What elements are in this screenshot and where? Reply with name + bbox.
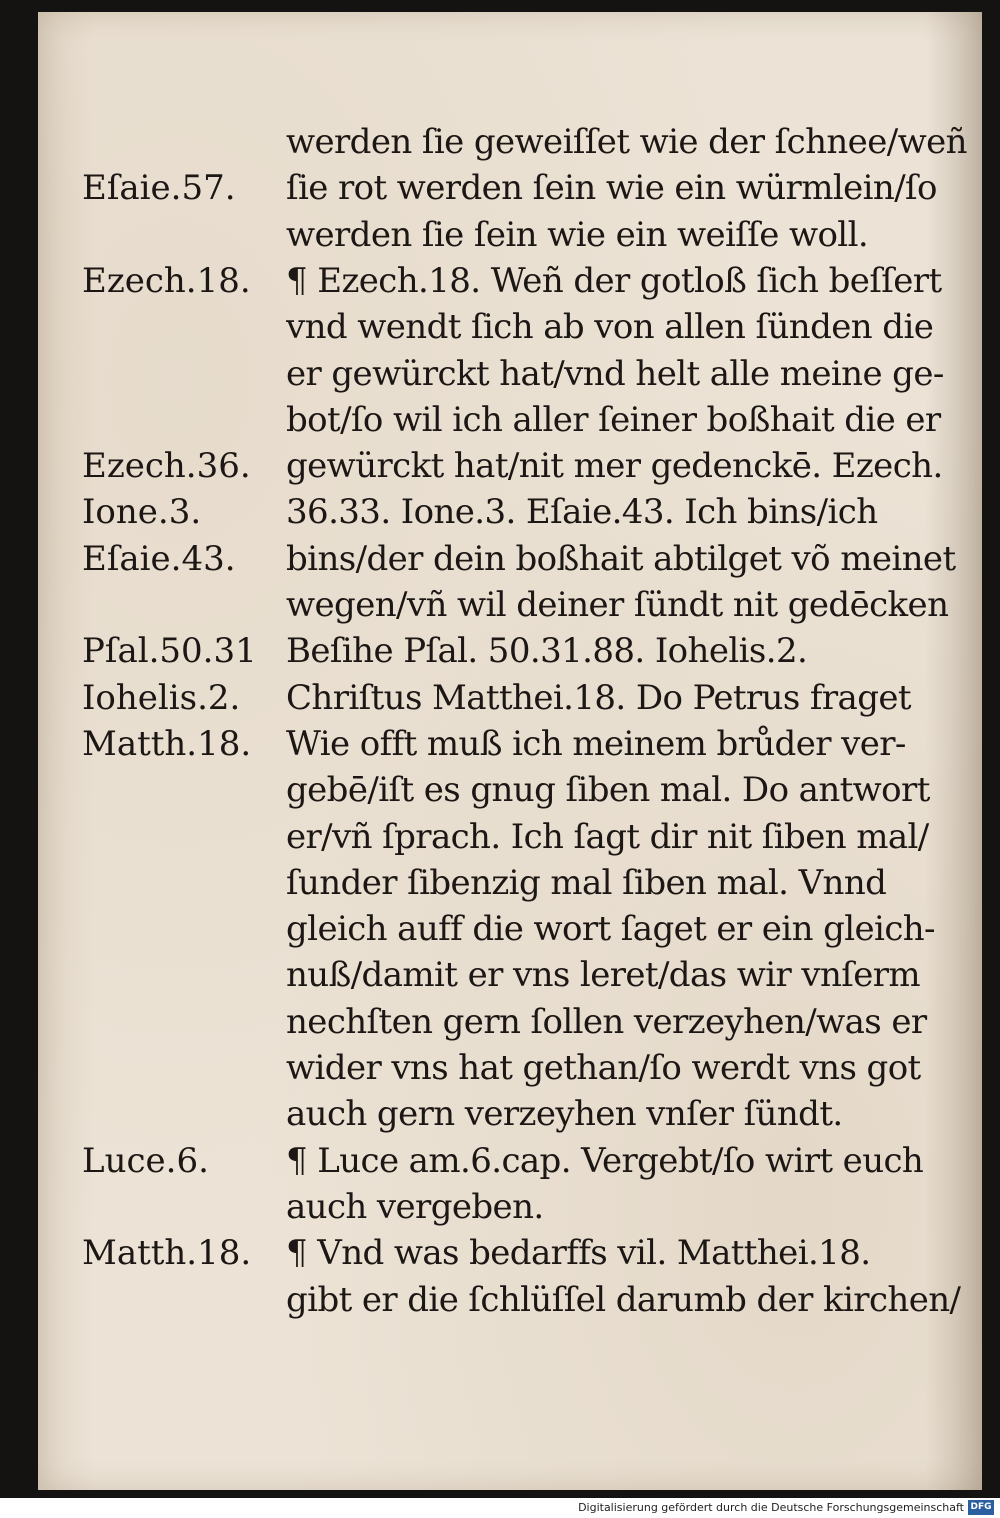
text-line (38, 1002, 982, 1052)
body-text: er gewürckt hat/vnd helt alle meine ge- (286, 353, 944, 394)
text-line (38, 261, 982, 311)
body-text: ¶ Ezech.18. Weñ der gotloß ſich beſſert (286, 260, 942, 301)
text-line (38, 770, 982, 820)
body-text: gebē/iſt es gnug ſiben mal. Do antwort (286, 770, 930, 811)
text-line (38, 1280, 982, 1330)
funding-credit: Digitalisierung gefördert durch die Deutsche Forschungsgemeinschaft (578, 1501, 964, 1514)
text-line (38, 122, 982, 172)
body-text: auch gern verzeyhen vnſer ſündt. (286, 1094, 843, 1135)
text-line (38, 354, 982, 404)
dfg-logo: DFG (968, 1500, 994, 1515)
marginal-note: Ezech.36. (82, 446, 251, 487)
body-text: werden ſie geweiſſet wie der ſchnee/weñ (286, 122, 967, 162)
text-line (38, 631, 982, 681)
body-text: auch vergeben. (286, 1186, 544, 1227)
body-text: wegen/vñ wil deiner ſündt nit gedēcken (286, 585, 949, 625)
text-line (38, 585, 982, 635)
marginal-note: Luce.6. (82, 1140, 209, 1181)
text-line (38, 1187, 982, 1237)
marginal-note: Eſaie.43. (82, 538, 236, 579)
marginal-note: Matth.18. (82, 1233, 252, 1274)
text-line (38, 955, 982, 1005)
text-line (38, 215, 982, 265)
text-line (38, 1141, 982, 1191)
body-text: Beſihe Pſal. 50.31.88. Iohelis.2. (286, 631, 808, 672)
body-text: gibt er die ſchlüſſel darumb der kirchen/ (286, 1279, 961, 1320)
text-line (38, 1048, 982, 1098)
body-text: gleich auff die wort ſaget er ein gleich- (286, 909, 935, 950)
text-line (38, 539, 982, 589)
body-text: werden ſie ſein wie ein weiſſe woll. (286, 214, 869, 255)
body-text: ¶ Luce am.6.cap. Vergebt/ſo wirt euch (286, 1140, 924, 1181)
marginal-note: Ezech.18. (82, 260, 251, 301)
text-line (38, 492, 982, 542)
text-line (38, 400, 982, 450)
text-line (38, 307, 982, 357)
body-text: nuß/damit er vns leret/das wir vnſerm (286, 955, 921, 996)
text-line (38, 724, 982, 774)
text-line (38, 678, 982, 728)
text-line (38, 168, 982, 218)
marginal-note: Ione.3. (82, 492, 202, 533)
body-text: wider vns hat gethan/ſo werdt vns got (286, 1048, 921, 1088)
body-text: nechſten gern ſollen verzeyhen/was er (286, 1001, 927, 1042)
text-line (38, 817, 982, 867)
marginal-note: Matth.18. (82, 723, 252, 764)
marginal-note: Iohelis.2. (82, 677, 241, 718)
bleed-through-text (128, 72, 948, 118)
body-text: bins/der dein boßhait abtilget võ meinet (286, 538, 956, 579)
body-text: gewürckt hat/nit mer gedenckē. Ezech. (286, 446, 943, 487)
body-text: bot/ſo wil ich aller ſeiner boßhait die er (286, 399, 941, 440)
body-text: Chriſtus Matthei.18. Do Petrus fraget (286, 677, 911, 718)
body-text: er/vñ ſprach. Ich ſagt dir nit ſiben mal/ (286, 816, 929, 857)
text-line (38, 863, 982, 913)
body-text: 36.33. Ione.3. Eſaie.43. Ich bins/ich (286, 492, 878, 533)
marginal-note: Eſaie.57. (82, 168, 236, 209)
body-text: vnd wendt ſich ab von allen ſünden die (286, 307, 934, 348)
body-text: ¶ Vnd was bedarffs vil. Matthei.18. (286, 1233, 871, 1274)
book-page (38, 12, 982, 1490)
footer-bar (0, 1498, 1000, 1518)
text-line (38, 446, 982, 496)
marginal-note: Pſal.50.31 (82, 631, 257, 672)
body-text: Wie offt muß ich meinem brůder ver- (286, 723, 906, 764)
text-line (38, 1094, 982, 1144)
text-line (38, 1233, 982, 1283)
text-line (38, 909, 982, 959)
body-text: ſunder ſibenzig mal ſiben mal. Vnnd (286, 862, 887, 903)
body-text: ſie rot werden ſein wie ein würmlein/ſo (286, 168, 937, 209)
